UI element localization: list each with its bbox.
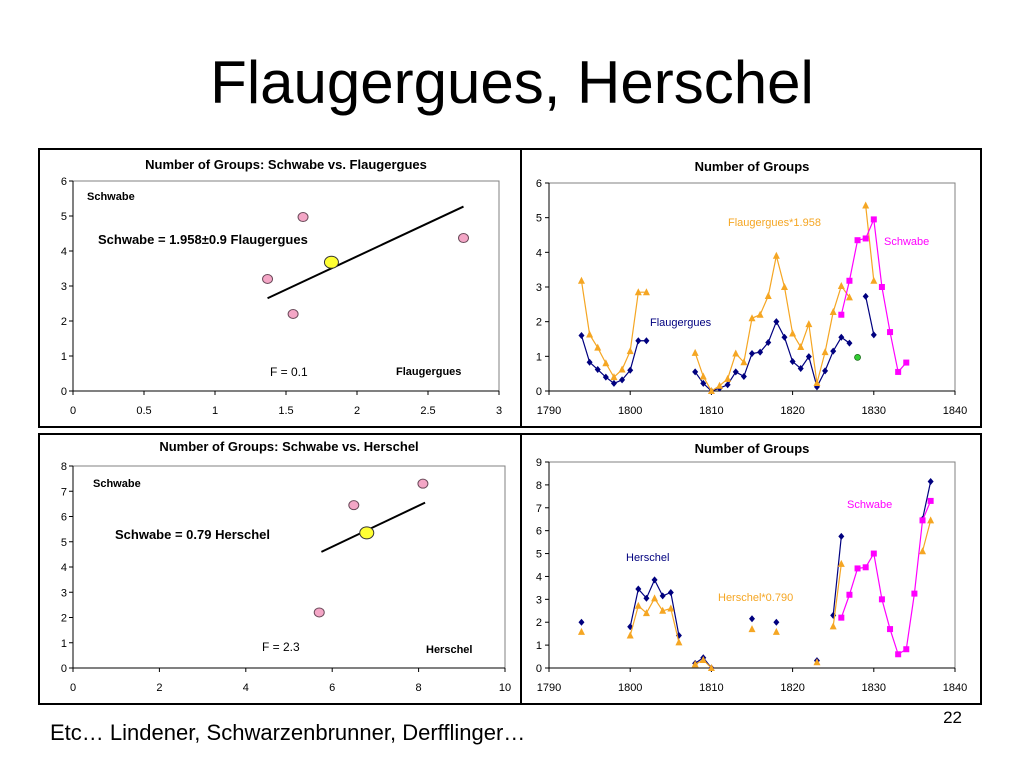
series-point	[602, 359, 609, 366]
series-point	[870, 277, 877, 284]
x-tick-label: 6	[329, 682, 336, 694]
series-point	[830, 308, 837, 315]
series-point	[700, 372, 707, 379]
series-point	[879, 596, 885, 602]
series-line	[695, 322, 849, 391]
y-tick-label: 6	[60, 176, 67, 188]
plot-area	[73, 466, 505, 668]
y-tick-label: 2	[535, 316, 542, 329]
series-point	[773, 619, 779, 626]
series-point	[871, 331, 877, 338]
series-point	[781, 283, 788, 290]
series-point	[920, 517, 926, 523]
x-tick-label: 2	[353, 405, 361, 417]
y-axis-label: Schwabe	[87, 191, 135, 203]
series-label: Schwabe	[847, 499, 893, 511]
chart-svg	[522, 150, 984, 430]
x-tick-label: 1830	[861, 405, 887, 417]
y-tick-label: 5	[60, 536, 67, 549]
timeseries-chart-flaugergues	[520, 148, 982, 428]
fit-line	[268, 207, 464, 299]
series-label: Herschel*0.790	[718, 592, 794, 604]
y-tick-label: 5	[60, 211, 67, 223]
x-tick-label: 1	[211, 405, 219, 417]
y-tick-label: 4	[535, 247, 542, 260]
data-point	[263, 275, 273, 284]
y-tick-label: 0	[60, 386, 67, 398]
series-line	[923, 520, 931, 551]
extra-point	[855, 354, 861, 360]
chart-title: Number of Groups: Schwabe vs. Herschel	[159, 439, 419, 454]
series-point	[692, 349, 699, 356]
series-point	[716, 382, 723, 389]
x-tick-label: 1830	[861, 682, 887, 694]
series-point	[749, 615, 755, 622]
y-tick-label: 4	[60, 562, 67, 574]
series-label: Flaugergues*1.958	[728, 217, 821, 229]
series-point	[846, 592, 852, 598]
series-point	[871, 551, 877, 557]
x-tick-label: 1790	[536, 405, 562, 417]
series-point	[627, 631, 634, 638]
y-tick-label: 0	[535, 663, 542, 675]
series-point	[903, 646, 909, 652]
series-point	[813, 658, 820, 665]
y-tick-label: 8	[60, 461, 67, 473]
series-point	[675, 638, 682, 645]
series-point	[805, 320, 812, 327]
y-tick-label: 3	[60, 281, 67, 293]
slide-title: Flaugergues, Herschel	[210, 49, 814, 116]
x-tick-label: 0.5	[136, 405, 152, 417]
chart-svg	[522, 435, 984, 707]
y-tick-label: 5	[535, 548, 542, 561]
scatter-chart-herschel	[38, 433, 524, 705]
x-tick-label: 2	[156, 682, 163, 694]
series-label: Schwabe	[884, 236, 930, 248]
x-axis-label: Herschel	[426, 644, 473, 656]
x-tick-label: 1840	[942, 682, 968, 694]
series-point	[855, 237, 861, 243]
series-point	[846, 340, 852, 347]
x-tick-label: 1800	[617, 405, 643, 417]
series-point	[578, 628, 585, 635]
chart-svg	[40, 150, 526, 430]
series-point	[724, 375, 731, 382]
series-label: Herschel	[626, 552, 670, 564]
series-point	[822, 348, 829, 355]
series-point	[732, 350, 739, 357]
series-point	[846, 278, 852, 284]
y-tick-label: 1	[60, 351, 67, 363]
equation-label: Schwabe = 1.958±0.9 Flaugergues	[98, 232, 308, 247]
chart-title: Number of Groups: Schwabe vs. Flaugergues	[145, 157, 427, 172]
series-point	[887, 329, 893, 335]
x-tick-label: 2.5	[420, 405, 436, 417]
f-statistic-label: F = 0.1	[270, 365, 308, 379]
highlight-point	[360, 527, 374, 539]
x-tick-label: 8	[415, 682, 422, 694]
series-point	[822, 367, 828, 374]
series-label: Flaugergues	[650, 317, 712, 329]
y-axis-label: Schwabe	[93, 478, 141, 490]
series-point	[863, 235, 869, 241]
y-tick-label: 0	[60, 663, 67, 675]
x-axis-label: Flaugergues	[396, 366, 462, 378]
y-tick-label: 7	[60, 486, 67, 499]
y-tick-label: 7	[535, 502, 542, 515]
series-point	[863, 293, 869, 300]
series-point	[789, 329, 796, 336]
y-tick-label: 6	[535, 525, 542, 538]
y-tick-label: 4	[60, 246, 67, 258]
chart-svg	[40, 435, 526, 707]
x-tick-label: 1820	[780, 405, 805, 417]
series-point	[749, 625, 756, 632]
series-point	[635, 337, 641, 344]
x-tick-label: 0	[69, 405, 77, 417]
series-point	[838, 615, 844, 621]
highlight-point	[324, 256, 338, 268]
series-point	[830, 622, 837, 629]
series-point	[863, 564, 869, 570]
series-point	[741, 373, 747, 380]
series-flaugergues-1-958	[578, 202, 877, 394]
data-point	[349, 501, 359, 510]
fit-line	[321, 503, 425, 552]
data-point	[298, 213, 308, 222]
y-tick-label: 6	[60, 511, 67, 524]
y-tick-label: 2	[60, 612, 67, 625]
series-point	[862, 202, 869, 209]
series-point	[927, 516, 934, 523]
series-point	[578, 277, 585, 284]
series-point	[773, 252, 780, 259]
slide-number: 22	[943, 708, 962, 727]
series-line	[841, 501, 930, 654]
series-point	[765, 292, 772, 299]
plot-area	[549, 183, 955, 391]
y-tick-label: 9	[535, 457, 542, 469]
series-point	[871, 216, 877, 222]
series-point	[578, 619, 584, 626]
series-point	[911, 591, 917, 597]
series-point	[627, 347, 634, 354]
data-point	[418, 479, 428, 488]
series-point	[928, 498, 934, 504]
equation-label: Schwabe = 0.79 Herschel	[115, 527, 271, 542]
series-point	[919, 547, 926, 554]
plot-area	[549, 462, 955, 668]
series-point	[773, 628, 780, 635]
x-tick-label: 1790	[536, 682, 562, 694]
x-tick-label: 0	[69, 682, 77, 694]
x-tick-label: 1.5	[278, 405, 294, 417]
f-statistic-label: F = 2.3	[262, 640, 300, 654]
y-tick-label: 2	[535, 617, 542, 630]
series-point	[611, 380, 617, 387]
series-point	[586, 330, 593, 337]
x-tick-label: 1840	[942, 405, 968, 417]
x-tick-label: 3	[495, 405, 503, 417]
series-schwabe	[838, 498, 933, 657]
chart-title: Number of Groups	[694, 159, 810, 174]
y-tick-label: 6	[535, 178, 542, 190]
series-point	[619, 366, 626, 373]
data-point	[314, 608, 324, 617]
y-tick-label: 1	[60, 637, 67, 650]
series-point	[660, 592, 666, 599]
series-line	[866, 296, 874, 334]
y-tick-label: 3	[535, 282, 542, 294]
y-tick-label: 1	[535, 640, 542, 653]
series-point	[651, 594, 658, 601]
series-point	[895, 651, 901, 657]
timeseries-chart-herschel	[520, 433, 982, 705]
footer-text: Etc… Lindener, Schwarzenbrunner, Derfflinger…	[50, 720, 526, 745]
x-tick-label: 1800	[617, 682, 643, 694]
series-point	[749, 350, 755, 357]
series-point	[838, 282, 845, 289]
series-point	[879, 284, 885, 290]
y-tick-label: 3	[535, 594, 542, 607]
x-tick-label: 1810	[699, 682, 724, 694]
plot-area	[73, 181, 499, 391]
y-tick-label: 8	[535, 479, 542, 492]
x-tick-label: 10	[498, 682, 512, 694]
y-tick-label: 1	[535, 351, 542, 364]
series-point	[895, 369, 901, 375]
chart-title: Number of Groups	[694, 441, 810, 456]
y-tick-label: 2	[60, 316, 67, 328]
series-point	[652, 576, 658, 583]
series-point	[643, 337, 649, 344]
y-tick-label: 3	[60, 587, 67, 600]
data-point	[288, 310, 298, 319]
y-tick-label: 5	[535, 212, 542, 225]
series-point	[838, 533, 844, 540]
data-point	[459, 234, 469, 243]
series-point	[903, 360, 909, 366]
series-point	[668, 589, 674, 596]
series-point	[781, 334, 787, 341]
series-point	[773, 318, 779, 325]
x-tick-label: 1810	[699, 405, 724, 417]
x-tick-label: 4	[242, 682, 249, 694]
series-point	[757, 311, 764, 318]
series-point	[838, 312, 844, 318]
series-point	[887, 626, 893, 632]
x-tick-label: 1820	[780, 682, 805, 694]
scatter-chart-flaugergues	[38, 148, 524, 428]
y-tick-label: 4	[535, 571, 542, 584]
series-point	[855, 565, 861, 571]
series-point	[928, 478, 934, 485]
y-tick-label: 0	[535, 386, 542, 398]
series-point	[578, 332, 584, 339]
